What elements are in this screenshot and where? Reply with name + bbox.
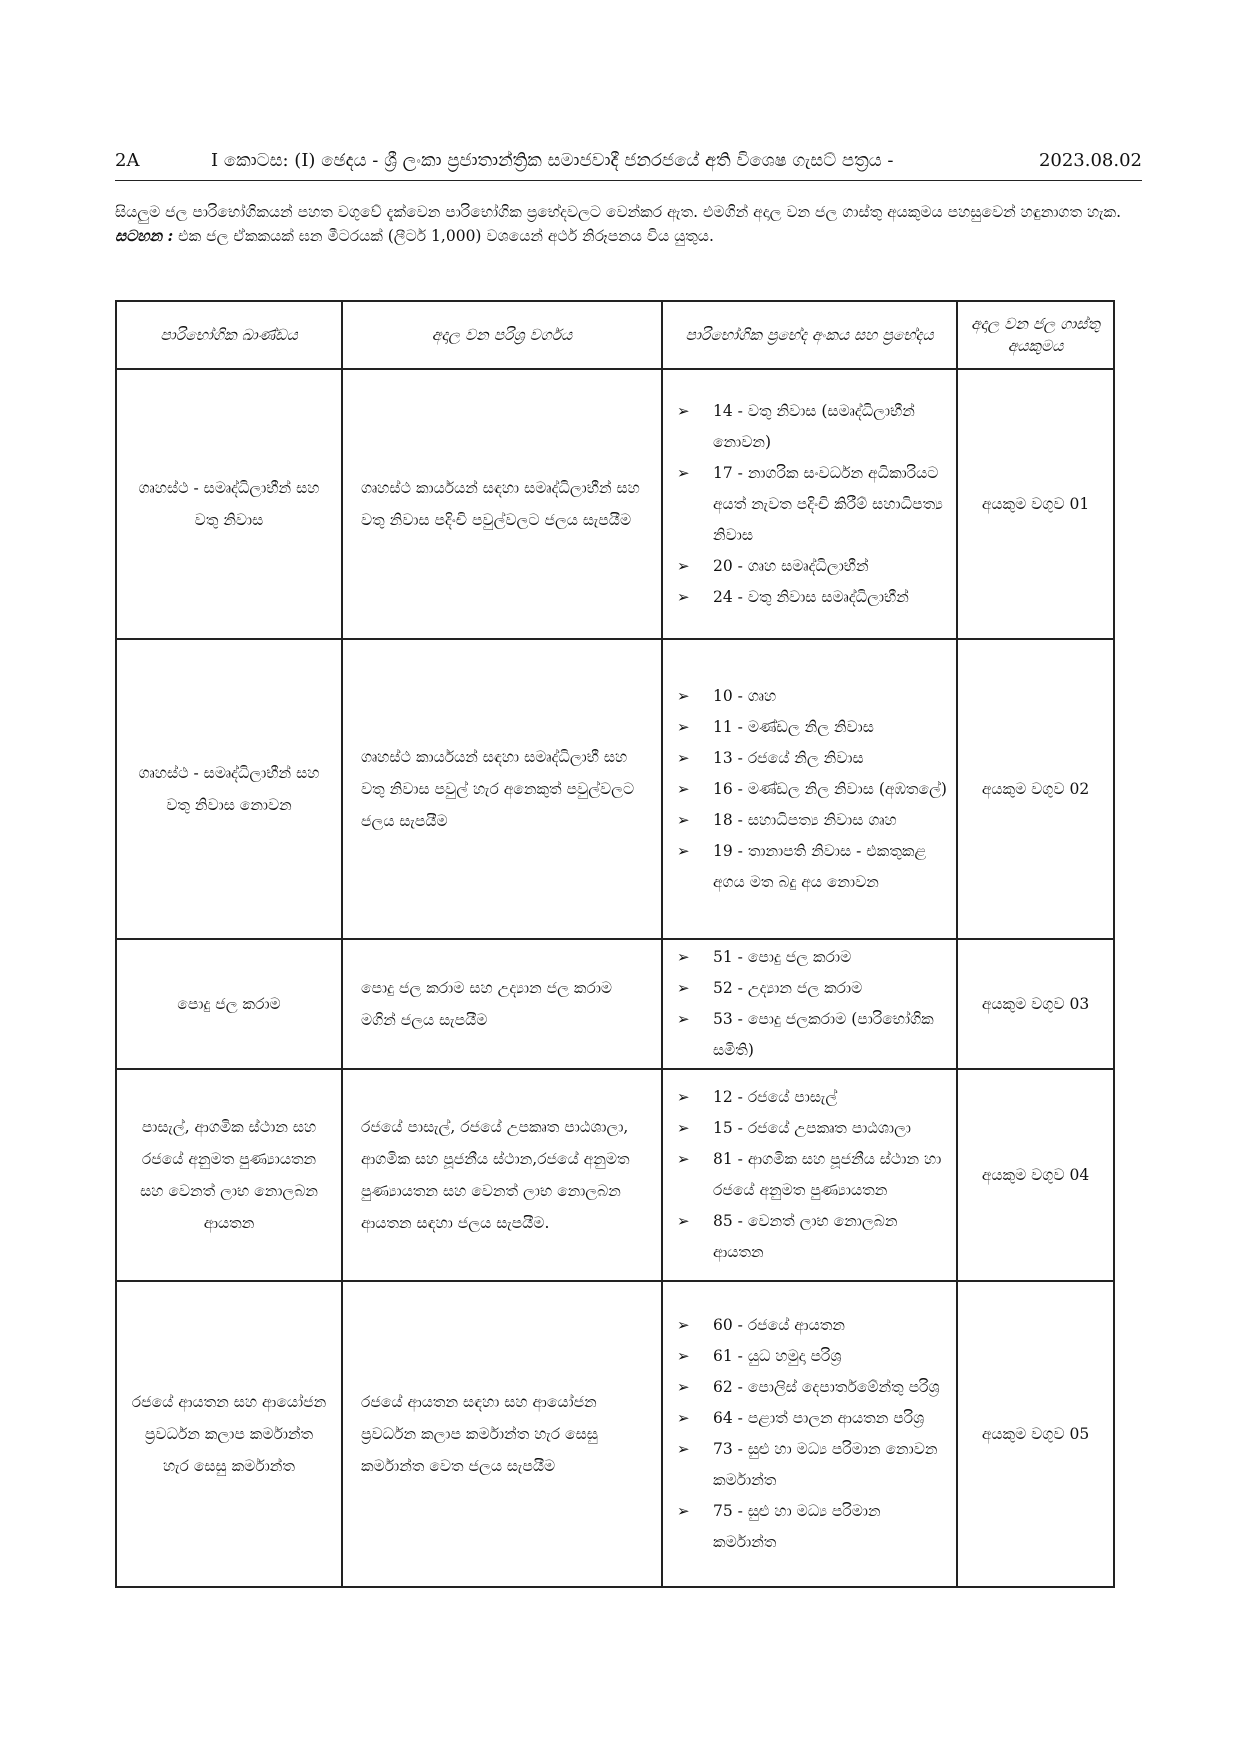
tariff-cell: අයකුම වගුව 03: [957, 939, 1114, 1069]
arrowhead-bullet-icon: ➢: [677, 748, 690, 767]
list-item: [673, 805, 948, 836]
category-item-text: 16 - මණ්ඩල නිල නිවාස (අඹතලේ): [713, 779, 947, 798]
category-item-text: 51 - පොදු ජල කරාම: [713, 948, 852, 966]
arrowhead-bullet-icon: ➢: [677, 1502, 690, 1520]
note: [115, 224, 1145, 248]
category-item-text: 53 - පොදු ජලකරාම (පාරිභෝගික සමිති): [713, 1010, 934, 1059]
page-number: 2A: [115, 150, 140, 171]
gazette-title: I කොටස: (I) ඡෙදය - ශ්‍රී ලංකා ප්‍රජාතාන්ත්‍රික සමාජවාදී ජනරජයේ අති විශෙෂ ගැසට් පත්‍රය -: [211, 150, 894, 171]
category-list-cell: [662, 369, 957, 639]
premises-type-cell: පොදු ජල කරාම සහ උද්‍යාන ජල කරාම මගින් ජලය සැපයීම: [342, 939, 662, 1069]
category-list-cell: [662, 939, 957, 1069]
category-item-text: 81 - ආගමික සහ පූජනීය ස්ථාන හා රජයේ අනුමත පුණ්‍යායතන: [713, 1150, 942, 1199]
arrowhead-bullet-icon: ➢: [677, 587, 690, 606]
category-item-text: 73 - සුළු හා මධ්‍ය පරිමාන නොවන කර්මාන්ත: [713, 1440, 938, 1489]
category-list: [673, 942, 948, 1066]
category-item-text: 19 - තානාපති නිවාස - එකතුකළ අගය මත බදු අය නොවන: [713, 841, 927, 891]
category-item-text: 14 - වතු නිවාස (සමෘද්ධිලාභීන් නොවන): [713, 401, 915, 451]
tariff-cell: අයකුම වගුව 02: [957, 639, 1114, 939]
arrowhead-bullet-icon: ➢: [677, 1440, 690, 1458]
list-item: [673, 1372, 948, 1403]
arrowhead-bullet-icon: ➢: [677, 810, 690, 829]
list-item: [673, 942, 948, 973]
tariff-category-table: [115, 300, 1115, 1588]
tariff-cell: අයකුම වගුව 05: [957, 1281, 1114, 1587]
arrowhead-bullet-icon: ➢: [677, 779, 690, 798]
list-item: [673, 712, 948, 743]
consumer-category-cell: රජයේ ආයතන සහ ආයෝජන ප්‍රවර්ධන කලාප කර්මාන්ත හැර සෙසු කර්මාන්ත: [116, 1281, 342, 1587]
table-header-row: [116, 301, 1114, 369]
arrowhead-bullet-icon: ➢: [677, 686, 690, 705]
list-item: [673, 396, 948, 458]
arrowhead-bullet-icon: ➢: [677, 1150, 690, 1168]
list-item: [673, 458, 948, 551]
category-item-text: 62 - පොලිස් දෙපාර්තමේන්තු පරිශ්‍ර: [713, 1378, 940, 1396]
category-list: [673, 1082, 948, 1268]
category-list-cell: [662, 1069, 957, 1281]
arrowhead-bullet-icon: ➢: [677, 717, 690, 736]
arrowhead-bullet-icon: ➢: [677, 1212, 690, 1230]
arrowhead-bullet-icon: ➢: [677, 556, 690, 575]
premises-type-cell: රජයේ ආයතන සඳහා සහ ආයෝජන ප්‍රවර්ධන කලාප කර්මාන්ත හැර සෙසු කර්මාන්ත වෙත ජලය සැපයීම: [342, 1281, 662, 1587]
category-item-text: 61 - යුධ හමුදා පරිශ්‍ර: [713, 1347, 842, 1365]
intro-text: [115, 200, 1145, 248]
category-item-text: 75 - සුළු හා මධ්‍ය පරිමාන කර්මාන්ත: [713, 1502, 881, 1551]
category-item-text: 64 - පළාත් පාලන ආයතන පරිශ්‍ර: [713, 1409, 925, 1427]
category-item-text: 24 - වතු නිවාස සමෘද්ධිලාභීන්: [713, 587, 909, 606]
arrowhead-bullet-icon: ➢: [677, 1347, 690, 1365]
category-list-cell: [662, 639, 957, 939]
arrowhead-bullet-icon: ➢: [677, 1010, 690, 1028]
category-item-text: 52 - උද්‍යාන ජල කරාම: [713, 979, 863, 997]
tariff-cell: අයකුම වගුව 01: [957, 369, 1114, 639]
premises-type-cell: ගෘහස්ථ කාර්යයන් සඳහා සමෘද්ධිලාභී සහ වතු නිවාස පවුල් හැර අනෙකුත් පවුල්වලට ජලය සැපයීම: [342, 639, 662, 939]
premises-type-cell: ගෘහස්ථ කාර්යයන් සඳහා සමෘද්ධිලාභීන් සහ වතු නිවාස පදිංචි පවුල්වලට ජලය සැපයීම: [342, 369, 662, 639]
table-row: [116, 1069, 1114, 1281]
list-item: [673, 1434, 948, 1496]
table-row: [116, 639, 1114, 939]
category-item-text: 11 - මණ්ඩල නිල නිවාස: [713, 717, 874, 736]
page-header: [115, 146, 1142, 181]
consumer-category-cell: ගෘහස්ථ - සමෘද්ධිලාභීන් සහ වතු නිවාස: [116, 369, 342, 639]
category-item-text: 60 - රජයේ ආයතන: [713, 1316, 845, 1334]
arrowhead-bullet-icon: ➢: [677, 841, 690, 860]
list-item: [673, 681, 948, 712]
arrowhead-bullet-icon: ➢: [677, 1378, 690, 1396]
list-item: [673, 1341, 948, 1372]
category-item-text: 13 - රජයේ නිල නිවාස: [713, 748, 864, 767]
category-item-text: 18 - සහාධිපත්‍ය නිවාස ගෘහ: [713, 810, 897, 829]
arrowhead-bullet-icon: ➢: [677, 401, 690, 420]
header-tariff: අදාල වන ජල ගාස්තු අයකුමය: [957, 301, 1114, 369]
list-item: [673, 774, 948, 805]
arrowhead-bullet-icon: ➢: [677, 1409, 690, 1427]
list-item: [673, 1113, 948, 1144]
note-text: එක ජල ඒකකයක් ඝන මීටරයක් (ලීටර් 1,000) වශයෙන් අර්ථ නිරූපනය විය යුතුය.: [178, 227, 714, 245]
category-list-cell: [662, 1281, 957, 1587]
table-row: [116, 1281, 1114, 1587]
list-item: [673, 1082, 948, 1113]
list-item: [673, 1403, 948, 1434]
category-item-text: 15 - රජයේ උපකෘත පාඨශාලා: [713, 1119, 912, 1137]
list-item: [673, 836, 948, 898]
category-item-text: 10 - ගෘහ: [713, 686, 777, 705]
category-list: [673, 396, 948, 613]
category-list: [673, 1310, 948, 1558]
list-item: [673, 1496, 948, 1558]
category-item-text: 12 - රජයේ පාසැල්: [713, 1088, 838, 1106]
arrowhead-bullet-icon: ➢: [677, 979, 690, 997]
list-item: [673, 582, 948, 613]
list-item: [673, 551, 948, 582]
premises-type-cell: රජයේ පාසැල්, රජයේ උපකෘත පාඨශාලා, ආගමික සහ පූජනීය ස්ථාන,රජයේ අනුමත පුණ්‍යායතන සහ වෙනත් ලාභ නොලබන ආයතන සඳහා ජලය සැපයීම.: [342, 1069, 662, 1281]
arrowhead-bullet-icon: ➢: [677, 1316, 690, 1334]
table-row: [116, 939, 1114, 1069]
tariff-cell: අයකුම වගුව 04: [957, 1069, 1114, 1281]
consumer-category-cell: පාසැල්, ආගමික ස්ථාන සහ රජයේ අනුමත පුණ්‍යායතන සහ වෙනත් ලාභ නොලබන ආයතන: [116, 1069, 342, 1281]
header-consumer-category: පාරිභෝගික ඛාණ්ඩය: [116, 301, 342, 369]
arrowhead-bullet-icon: ➢: [677, 1119, 690, 1137]
arrowhead-bullet-icon: ➢: [677, 948, 690, 966]
list-item: [673, 743, 948, 774]
consumer-category-cell: ගෘහස්ථ - සමෘද්ධිලාභීන් සහ වතු නිවාස නොවන: [116, 639, 342, 939]
list-item: [673, 1144, 948, 1206]
arrowhead-bullet-icon: ➢: [677, 463, 690, 482]
table-row: [116, 369, 1114, 639]
list-item: [673, 1004, 948, 1066]
intro-paragraph: සියලුම ජල පාරිභෝගිකයන් පහත වගුවේ දැක්වෙන පාරිභෝගික ප්‍රභේදවලට වෙන්කර ඇත. එමගින් අදාල වන ජල ගාස්තු අයකුමය පහසුවෙන් හඳුනාගත හැක.: [115, 203, 1122, 221]
list-item: [673, 1310, 948, 1341]
header-category-number: පාරිභෝගික ප්‍රභේද අංකය සහ ප්‍රභේදය: [662, 301, 957, 369]
category-item-text: 20 - ගෘහ සමෘද්ධිලාභීන්: [713, 556, 869, 575]
note-label: සටහන :: [115, 226, 174, 245]
category-item-text: 85 - වෙනත් ලාභ නොලබන ආයතන: [713, 1212, 898, 1261]
list-item: [673, 1206, 948, 1268]
category-item-text: 17 - නාගරික සංවර්ධන අධිකාරියට අයත් නැවත පදිංචි කිරීම් සහාධිපත්‍ය නිවාස: [713, 463, 943, 544]
gazette-date: 2023.08.02: [1038, 150, 1142, 171]
arrowhead-bullet-icon: ➢: [677, 1088, 690, 1106]
list-item: [673, 973, 948, 1004]
header-premises-type: අදාල වන පරිශ්‍ර වර්ගය: [342, 301, 662, 369]
consumer-category-cell: පොදු ජල කරාම: [116, 939, 342, 1069]
category-list: [673, 681, 948, 898]
